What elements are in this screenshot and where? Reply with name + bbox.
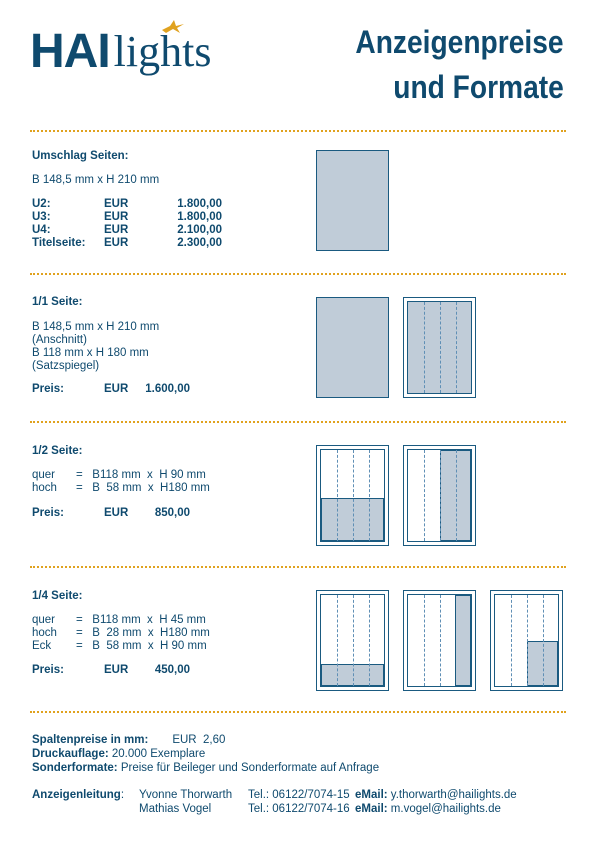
anzeigenleitung-label: Anzeigenleitung: — [32, 789, 125, 801]
contact-name: Yvonne Thorwarth — [139, 789, 233, 801]
contact-email[interactable] — [355, 802, 501, 816]
logo-hai-text: HAI — [30, 25, 110, 78]
column-guide — [456, 302, 457, 393]
column-guide — [369, 595, 370, 686]
column-guide — [456, 450, 457, 541]
price-label: U4: — [32, 224, 51, 236]
email-address[interactable]: m.vogel@hailights.de — [390, 803, 501, 815]
price-value: 1.600,00 — [145, 383, 190, 395]
price-label: Preis: — [32, 507, 64, 519]
full-page-price — [32, 383, 190, 395]
dimension-line: B 118 mm x H 180 mm — [32, 347, 149, 359]
umschlag-price-table — [32, 198, 222, 250]
logo-lights-word: lights — [113, 27, 212, 76]
column-guide — [440, 302, 441, 393]
page-title-line1: Anzeigenpreise — [355, 24, 564, 60]
column-guide — [440, 450, 441, 541]
column-guide — [337, 450, 338, 541]
section-title-quarter-page: 1/4 Seite: — [32, 590, 83, 602]
email-label: eMail: — [355, 803, 388, 815]
price-label: Titelseite: — [32, 237, 86, 249]
price-currency: EUR — [104, 664, 129, 676]
quarter-page-price — [32, 664, 190, 676]
type-area — [320, 594, 385, 687]
half-page-hoch-diagram — [403, 445, 476, 546]
umschlag-size: B 148,5 mm x H 210 mm — [32, 174, 160, 186]
divider — [30, 130, 566, 132]
ad-area — [455, 595, 471, 686]
spaltenpreise-value: EUR 2,60 — [172, 734, 226, 746]
price-value: 1.800,00 — [177, 198, 222, 210]
price-label: U2: — [32, 198, 51, 210]
dimension-value: = B 28 mm x H180 mm — [76, 627, 210, 639]
dimension-key: hoch — [32, 627, 57, 639]
type-area — [407, 449, 472, 542]
dimension-value: = B 58 mm x H 90 mm — [76, 640, 207, 652]
price-currency: EUR — [104, 224, 129, 236]
contact-phone: Tel.: 06122/7074-16 — [248, 803, 350, 815]
druckauflage-value: 20.000 Exemplare — [108, 748, 206, 760]
column-guide — [369, 450, 370, 541]
column-guide — [337, 595, 338, 686]
druckauflage-label: Druckauflage: — [32, 748, 109, 760]
umschlag-format-diagram — [316, 150, 389, 251]
contact-email[interactable] — [355, 788, 517, 802]
price-value: 850,00 — [154, 507, 190, 519]
hailights-logo — [30, 24, 212, 78]
price-value: 1.800,00 — [177, 211, 222, 223]
spaltenpreise-line — [32, 733, 225, 747]
half-page-quer-diagram — [316, 445, 389, 546]
divider — [30, 566, 566, 568]
price-currency: EUR — [104, 507, 129, 519]
type-area — [407, 594, 472, 687]
column-guide — [511, 595, 512, 686]
dimension-key: quer — [32, 469, 56, 481]
dimension-value: = B118 mm x H 90 mm — [76, 469, 206, 481]
email-label: eMail: — [355, 789, 388, 801]
price-currency: EUR — [104, 198, 129, 210]
full-page-type-area-diagram — [403, 297, 476, 398]
type-area — [407, 301, 472, 394]
dimension-value: = B118 mm x H 45 mm — [76, 614, 206, 626]
page-title-line2: und Formate — [393, 69, 564, 105]
dimension-row — [32, 482, 210, 495]
price-currency: EUR — [104, 237, 129, 249]
price-label: Preis: — [32, 664, 64, 676]
price-currency: EUR — [104, 383, 129, 395]
quarter-page-dimensions — [32, 614, 210, 653]
dimension-line: B 148,5 mm x H 210 mm — [32, 321, 160, 333]
star-icon — [160, 20, 186, 34]
email-address[interactable]: y.thorwarth@hailights.de — [390, 789, 517, 801]
dimension-row — [32, 469, 210, 482]
section-title-full-page: 1/1 Seite: — [32, 296, 83, 308]
sonderformate-line — [32, 761, 379, 775]
price-value: 450,00 — [154, 664, 190, 676]
full-page-bleed-diagram — [316, 297, 389, 398]
sonderformate-value: Preise für Beileger und Sonderformate auf Anfrage — [117, 762, 380, 774]
full-page-dimensions — [32, 321, 159, 373]
logo-lights-text — [113, 27, 212, 76]
dimension-row — [32, 640, 210, 653]
type-area — [320, 449, 385, 542]
quarter-page-hoch-diagram — [403, 590, 476, 691]
dimension-key: hoch — [32, 482, 57, 494]
quarter-page-quer-diagram — [316, 590, 389, 691]
quarter-page-eck-diagram — [490, 590, 563, 691]
column-guide — [424, 450, 425, 541]
column-guide — [353, 450, 354, 541]
price-label: Preis: — [32, 383, 64, 395]
anzeigenleitung-text: Anzeigenleitung — [32, 789, 121, 801]
dimension-value: = B 58 mm x H180 mm — [76, 482, 210, 494]
section-title-umschlag: Umschlag Seiten: — [32, 150, 129, 162]
column-guide — [424, 302, 425, 393]
dimension-key: quer — [32, 614, 56, 626]
divider — [30, 711, 566, 713]
contact-name: Mathias Vogel — [139, 803, 212, 815]
half-page-price — [32, 507, 190, 519]
druckauflage-line — [32, 747, 205, 761]
column-guide — [353, 595, 354, 686]
column-guide — [440, 595, 441, 686]
price-value: 2.100,00 — [177, 224, 222, 236]
half-page-dimensions — [32, 469, 210, 495]
dimension-row — [32, 614, 210, 627]
divider — [30, 421, 566, 423]
price-value: 2.300,00 — [177, 237, 222, 249]
section-title-half-page: 1/2 Seite: — [32, 445, 83, 457]
column-guide — [543, 595, 544, 686]
column-guide — [424, 595, 425, 686]
dimension-key: Eck — [32, 640, 52, 652]
divider — [30, 273, 566, 275]
dimension-row — [32, 627, 210, 640]
dimension-line: (Anschnitt) — [32, 334, 87, 346]
price-label: U3: — [32, 211, 51, 223]
type-area — [494, 594, 559, 687]
price-currency: EUR — [104, 211, 129, 223]
column-guide — [527, 595, 528, 686]
sonderformate-label: Sonderformate: — [32, 762, 118, 774]
dimension-line: (Satzspiegel) — [32, 360, 100, 372]
contact-phone: Tel.: 06122/7074-15 — [248, 789, 350, 801]
spaltenpreise-label: Spaltenpreise in mm: — [32, 734, 149, 746]
